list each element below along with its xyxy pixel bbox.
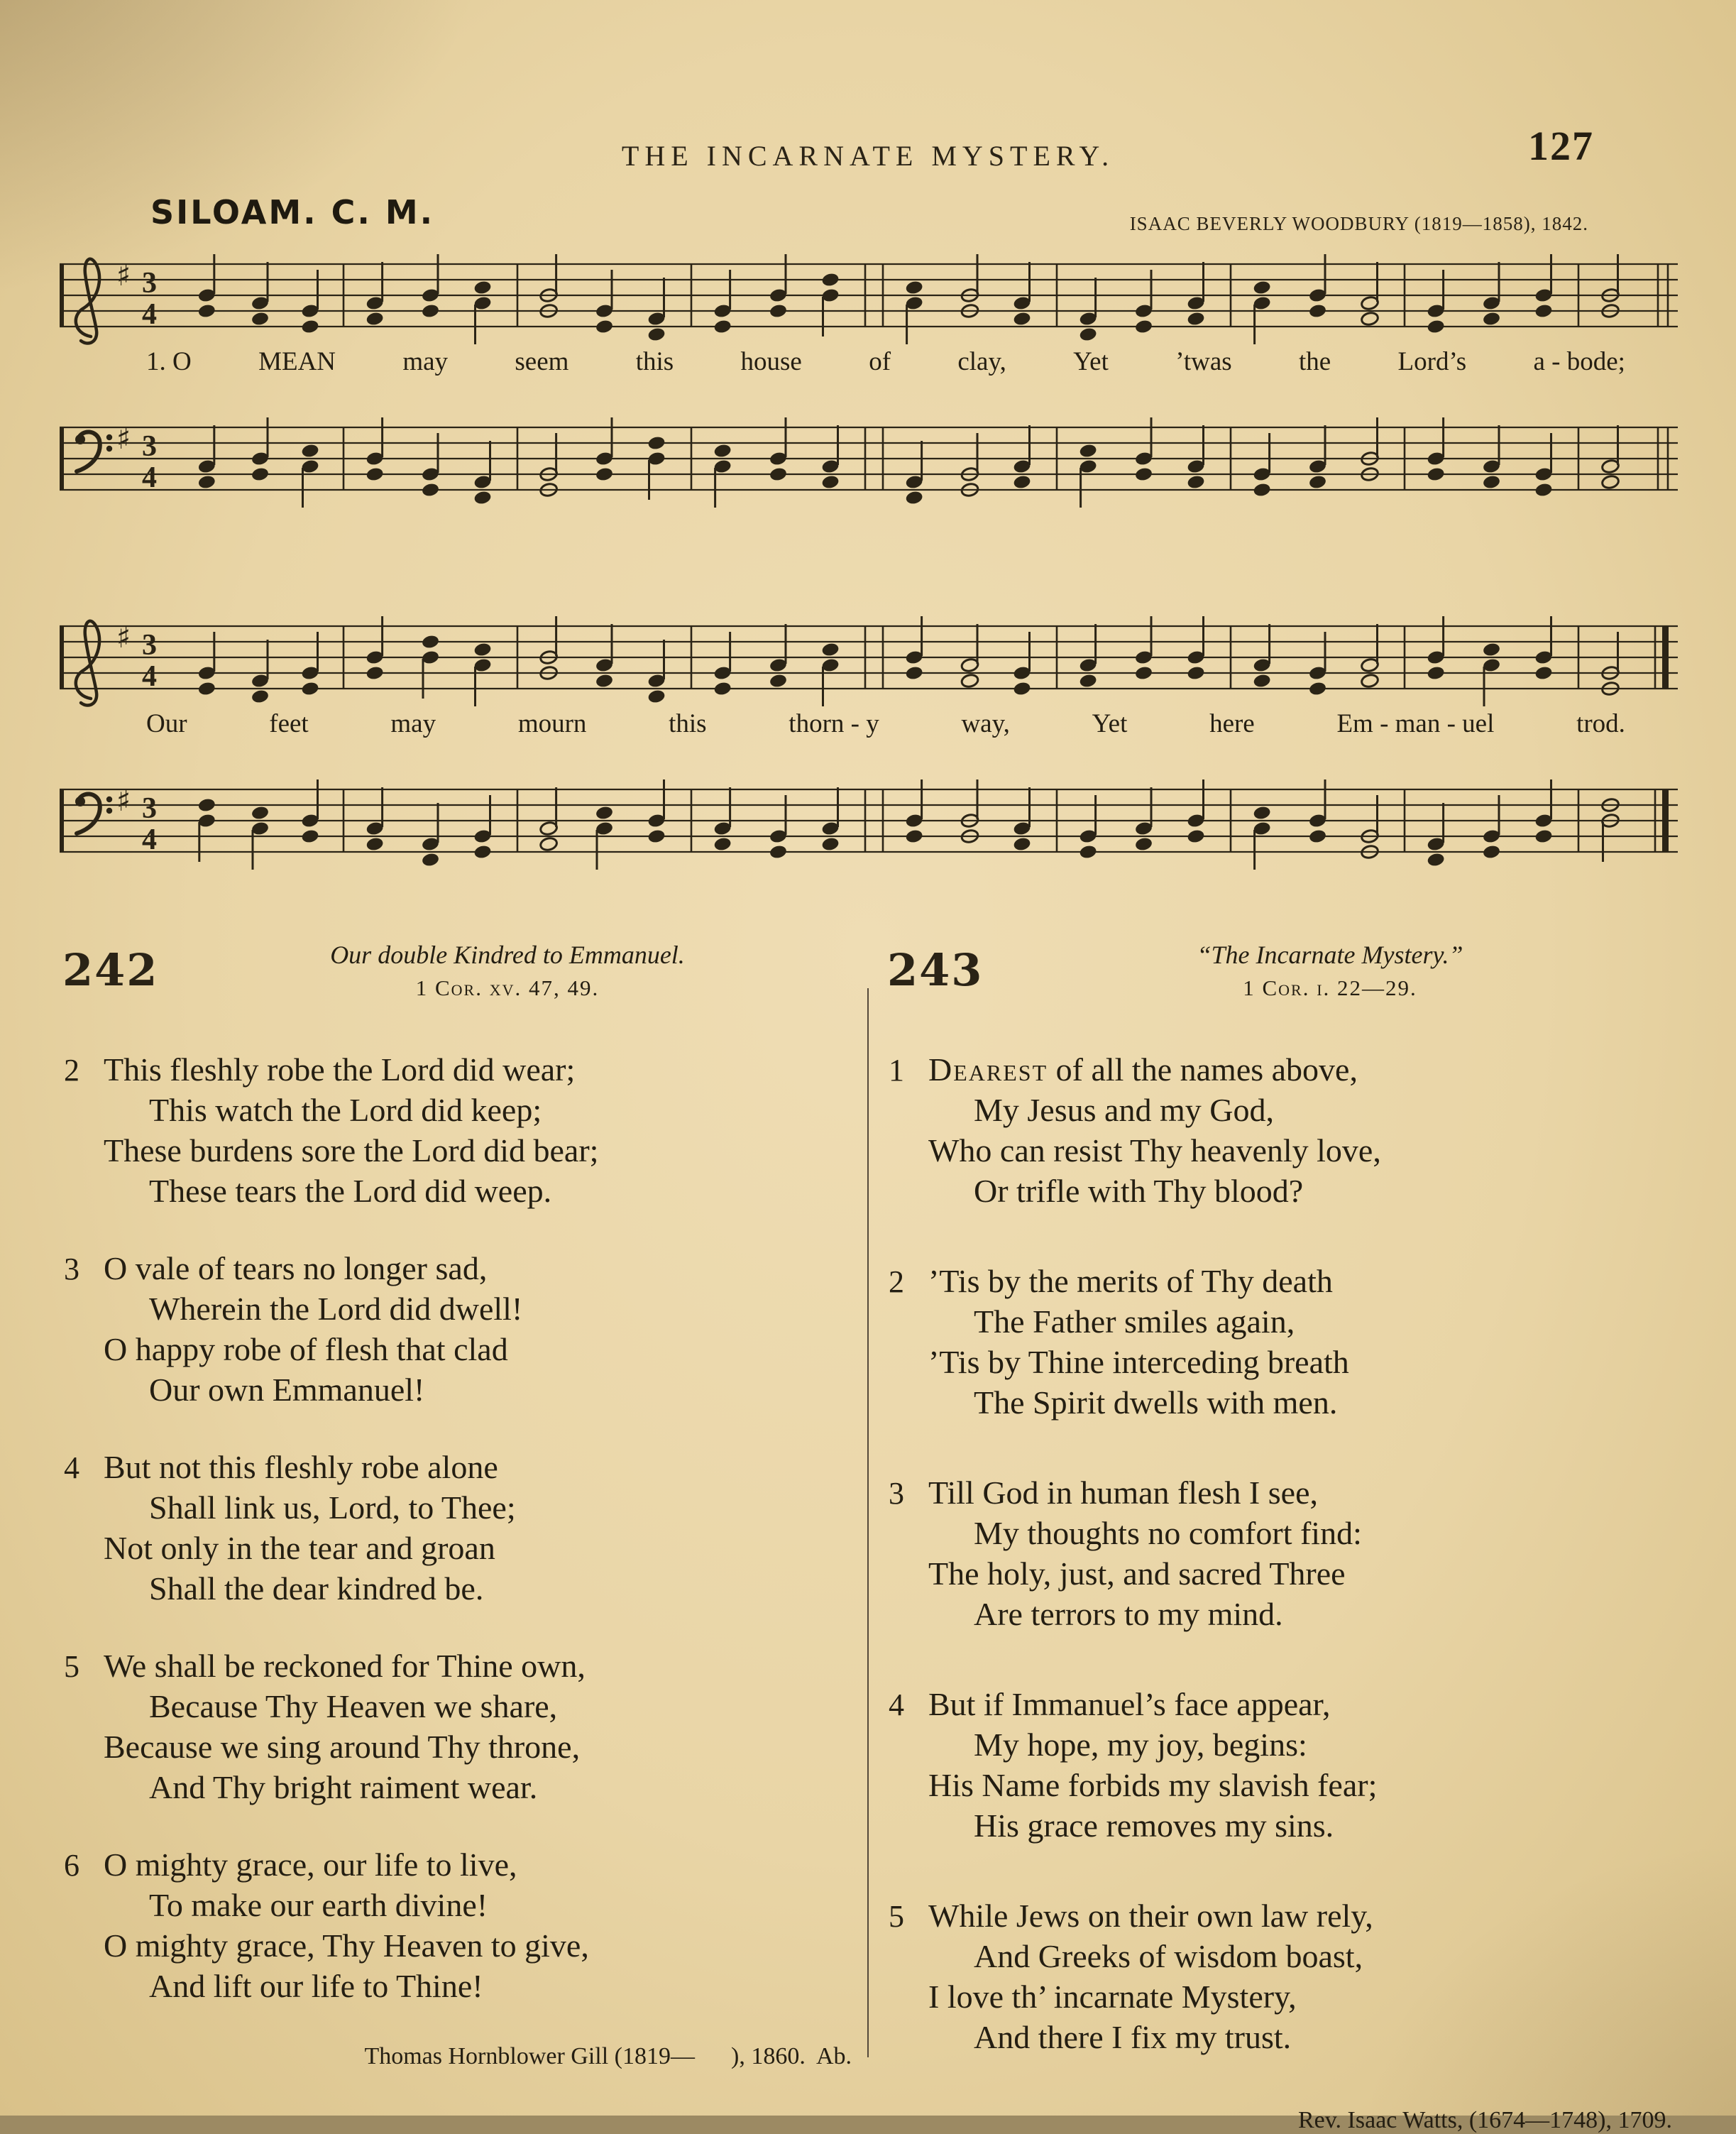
lyric-syllable: feet <box>269 709 309 738</box>
treble-staff-system-2 <box>60 601 1678 721</box>
verse-line: Not only in the tear and groan <box>104 1530 495 1566</box>
hymn-number: 242 <box>62 944 159 996</box>
verse-line: Till God in human flesh I see, <box>928 1474 1318 1511</box>
verse-line: Shall the dear kindred be. <box>149 1570 484 1607</box>
hymn-topic: “The Incarnate Mystery.” <box>1197 941 1463 969</box>
lyric-syllable: house <box>740 347 802 376</box>
time-signature-bottom: 4 <box>142 298 157 331</box>
composer-credit: ISAAC BEVERLY WOODBURY (1819—1858), 1842. <box>1129 213 1588 234</box>
lyric-syllable: clay, <box>957 347 1006 376</box>
verse <box>61 1646 855 1807</box>
bass-staff-system-2 <box>60 764 1678 885</box>
system-barline <box>60 427 64 490</box>
verse-line: O mighty grace, our life to live, <box>104 1846 517 1883</box>
verse-number: 5 <box>889 1899 904 1934</box>
hymn-243-header <box>886 940 1675 1031</box>
hymn-topic: Our double Kindred to Emmanuel. <box>330 941 685 969</box>
lyric-syllable: may <box>402 347 449 376</box>
verse-number: 6 <box>64 1848 79 1883</box>
verse-line: To make our earth divine! <box>149 1887 488 1923</box>
lyric-syllable: this <box>635 347 674 376</box>
verse-number: 3 <box>64 1252 79 1286</box>
lyric-syllable: way, <box>961 709 1010 738</box>
lyric-syllable: here <box>1209 709 1255 738</box>
key-signature-sharp-icon: ♯ <box>116 421 131 456</box>
lyric-syllable: trod. <box>1576 709 1625 738</box>
hymn-number: 243 <box>887 944 984 996</box>
verse-line: O mighty grace, Thy Heaven to give, <box>104 1927 589 1964</box>
verse-line: This watch the Lord did keep; <box>149 1092 542 1128</box>
key-signature-sharp-icon: ♯ <box>116 258 131 292</box>
verse-line: And Thy bright raiment wear. <box>149 1769 538 1805</box>
verse <box>61 1049 855 1211</box>
verse <box>886 1472 1675 1634</box>
verse-line: The Spirit dwells with men. <box>974 1384 1338 1421</box>
verse-line: ’Tis by the merits of Thy death <box>928 1263 1333 1299</box>
verse-number: 3 <box>889 1476 904 1511</box>
hymn-242-verses <box>61 1049 855 2006</box>
verse-line: Because Thy Heaven we share, <box>149 1688 558 1724</box>
time-signature-top: 3 <box>142 629 157 662</box>
key-signature-sharp-icon: ♯ <box>116 783 131 818</box>
lyric-syllable: Lord’s <box>1397 347 1467 376</box>
page-number: 127 <box>1528 123 1594 169</box>
verse-line: Are terrors to my mind. <box>974 1596 1283 1632</box>
verse-line: We shall be reckoned for Thine own, <box>104 1648 586 1684</box>
verse-line: And there I fix my trust. <box>974 2019 1292 2055</box>
verse-number: 5 <box>64 1649 79 1684</box>
time-signature-bottom: 4 <box>142 823 157 856</box>
lyric-syllable: Em - man - uel <box>1336 709 1495 738</box>
treble-staff-system-1 <box>60 239 1678 359</box>
hymn-242-header <box>61 940 855 1031</box>
verse-line: While Jews on their own law rely, <box>928 1898 1373 1934</box>
verse-line: And Greeks of wisdom boast, <box>974 1938 1363 1974</box>
verse-line: And lift our life to Thine! <box>149 1968 483 2004</box>
verse-line: O vale of tears no longer sad, <box>104 1250 488 1286</box>
hymn-242-column <box>61 936 855 2070</box>
verse <box>886 1049 1675 1211</box>
verse-line: But if Immanuel’s face appear, <box>928 1686 1331 1722</box>
system-barline <box>60 264 64 327</box>
verse-line: Wherein the Lord did dwell! <box>149 1291 523 1327</box>
verse-line: Who can resist Thy heavenly love, <box>928 1132 1381 1169</box>
verse-line: These burdens sore the Lord did bear; <box>104 1132 599 1169</box>
lyric-syllable: thorn - y <box>789 709 879 738</box>
hymn-242-attribution: Thomas Hornblower Gill (1819— ), 1860. Ab. <box>364 2043 852 2069</box>
lyric-syllable: this <box>669 709 707 738</box>
verse-line: Dearest of all the names above, <box>928 1051 1358 1088</box>
verse-number: 4 <box>64 1450 79 1485</box>
hymn-scripture-ref: 1 Cor. xv. 47, 49. <box>415 975 600 1000</box>
time-signature-top: 3 <box>142 267 157 300</box>
verse-line: O happy robe of flesh that clad <box>104 1331 508 1367</box>
verse-line: His grace removes my sins. <box>974 1807 1334 1844</box>
verse <box>61 1844 855 2006</box>
hymn-243-attribution: Rev. Isaac Watts, (1674—1748), 1709. <box>1298 2107 1672 2133</box>
verse-line: This fleshly robe the Lord did wear; <box>104 1051 576 1088</box>
verse-number: 4 <box>889 1687 904 1722</box>
lyric-syllable: seem <box>515 347 569 376</box>
system-barline <box>60 626 64 689</box>
time-signature-top: 3 <box>142 792 157 825</box>
verse-line: My hope, my joy, begins: <box>974 1727 1307 1763</box>
verse <box>886 1261 1675 1423</box>
verse-number: 2 <box>889 1264 904 1299</box>
lyric-syllable: the <box>1299 347 1331 376</box>
time-signature-bottom: 4 <box>142 461 157 494</box>
hymn-243-column <box>886 936 1675 2134</box>
verse-line: My Jesus and my God, <box>974 1092 1274 1128</box>
verse-line: My thoughts no comfort find: <box>974 1515 1362 1551</box>
hymn-scripture-ref: 1 Cor. i. 22—29. <box>1243 975 1417 1000</box>
lyric-syllable: MEAN <box>258 347 336 376</box>
system-barline <box>60 789 64 852</box>
lyric-line-2 <box>146 708 1625 739</box>
verse-line: Our own Emmanuel! <box>149 1372 425 1408</box>
time-signature-top: 3 <box>142 430 157 463</box>
verse-line: The holy, just, and sacred Three <box>928 1555 1346 1592</box>
bass-staff-system-1 <box>60 402 1678 522</box>
lyric-syllable: ’twas <box>1175 347 1232 376</box>
verse-line: His Name forbids my slavish fear; <box>928 1767 1378 1803</box>
lyric-syllable: Yet <box>1092 709 1128 738</box>
lyric-line-1 <box>146 346 1625 377</box>
verse-line: But not this fleshly robe alone <box>104 1449 498 1485</box>
time-signature-bottom: 4 <box>142 660 157 693</box>
verse <box>886 1684 1675 1846</box>
verse-line: The Father smiles again, <box>974 1303 1295 1340</box>
lyric-syllable: Our <box>146 709 187 738</box>
verse <box>61 1447 855 1609</box>
verse <box>886 1895 1675 2057</box>
lyric-syllable: 1. O <box>146 347 192 376</box>
lyric-syllable: may <box>390 709 436 738</box>
lyric-syllable: Yet <box>1073 347 1109 376</box>
key-signature-sharp-icon: ♯ <box>116 620 131 655</box>
verse-line: These tears the Lord did weep. <box>149 1173 552 1209</box>
verse-line: Because we sing around Thy throne, <box>104 1729 581 1765</box>
verse-number: 2 <box>64 1053 79 1088</box>
treble-clef-icon <box>76 621 99 706</box>
verse-line: I love th’ incarnate Mystery, <box>928 1979 1297 2015</box>
lyric-syllable: of <box>869 347 891 376</box>
hymn-243-verses <box>886 1049 1675 2057</box>
verse-number: 1 <box>889 1053 904 1088</box>
treble-clef-icon <box>76 259 99 344</box>
column-divider <box>867 988 869 2057</box>
lyric-syllable: a - bode; <box>1533 347 1625 376</box>
tune-title: SILOAM. C. M. <box>150 193 435 231</box>
verse-line: ’Tis by Thine interceding breath <box>928 1344 1349 1380</box>
lyric-syllable: mourn <box>517 709 587 738</box>
page-header-title: THE INCARNATE MYSTERY. <box>621 140 1115 172</box>
verse-line: Or trifle with Thy blood? <box>974 1173 1304 1209</box>
verse-line: Shall link us, Lord, to Thee; <box>149 1489 516 1526</box>
verse <box>61 1248 855 1410</box>
